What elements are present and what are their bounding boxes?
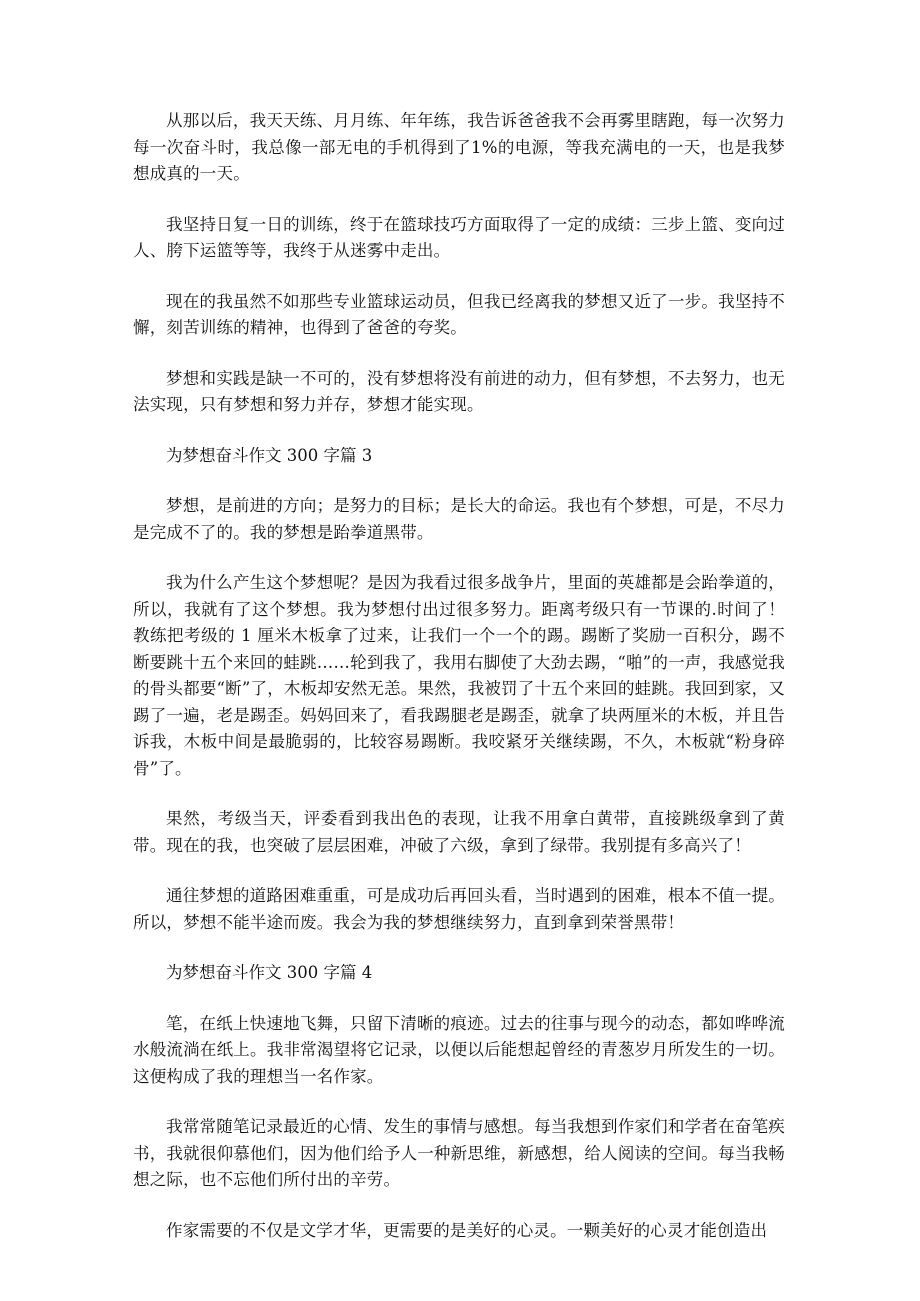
paragraph: 梦想，是前进的方向；是努力的目标；是长大的命运。我也有个梦想，可是，不尽力是完成不了的。我的梦想是跆拳道黑带。 — [133, 496, 785, 542]
paragraph: 梦想和实践是缺一不可的，没有梦想将没有前进的动力，但有梦想，不去努力，也无法实现，只有梦想和努力并存，梦想才能实现。 — [133, 368, 785, 414]
paragraph: 我常常随笔记录最近的心情、发生的事情与感想。每当我想到作家们和学者在奋笔疾书，我就很仰慕他们，因为他们给予人一种新思维，新感想，给人阅读的空间。每当我畅想之际，也不忘他们所付出的辛劳。 — [133, 1117, 785, 1189]
paragraph: 我为什么产生这个梦想呢？是因为我看过很多战争片，里面的英雄都是会跆拳道的，所以，我就有了这个梦想。我为梦想付出过很多努力。距离考级只有一节课的.时间了！教练把考级的 1 厘米木板拿了过来，让我们一个一个的踢。踢断了奖励一百积分，踢不断要跳十五个来回的蛙跳……轮到我了，我用右脚使了大劲去踢，“啪”的一声，我感觉我的骨头都要“断”了，木板却安然无恙。果然，我被罚了十五个来回的蛙跳。我回到家，又踢了一遍，老是踢歪。妈妈回来了，看我踢腿老是踢歪，就拿了块两厘米的木板，并且告诉我，木板中间是最脆弱的，比较容易踢断。我咬紧牙关继续踢，不久，木板就“粉身碎骨”了。 — [133, 573, 785, 778]
paragraph: 作家需要的不仅是文学才华，更需要的是美好的心灵。一颗美好的心灵才能创造出 — [166, 1220, 768, 1240]
paragraph: 从那以后，我天天练、月月练、年年练，我告诉爸爸我不会再雾里瞎跑，每一次努力每一次奋斗时，我总像一部无电的手机得到了1%的电源，等我充满电的一天，也是我梦想成真的一天。 — [133, 111, 785, 183]
paragraph: 我坚持日复一日的训练，终于在篮球技巧方面取得了一定的成绩：三步上篮、变向过人、胯下运篮等等，我终于从迷雾中走出。 — [133, 214, 785, 260]
document-page — [133, 108, 785, 1268]
paragraph: 通往梦想的道路困难重重，可是成功后再回头看，当时遇到的困难，根本不值一提。所以，梦想不能半途而废。我会为我的梦想继续努力，直到拿到荣誉黑带！ — [133, 886, 785, 932]
section-heading-4: 为梦想奋斗作文 300 字篇 4 — [166, 963, 373, 982]
section-heading-3: 为梦想奋斗作文 300 字篇 3 — [166, 445, 373, 465]
paragraph: 笔，在纸上快速地飞舞，只留下清晰的痕迹。过去的往事与现今的动态，都如哗哗流水般流淌在纸上。我非常渴望将它记录，以便以后能想起曾经的青葱岁月所发生的一切。这便构成了我的理想当一名作家。 — [133, 1013, 785, 1086]
paragraph: 现在的我虽然不如那些专业篮球运动员，但我已经离我的梦想又近了一步。我坚持不懈，刻苦训练的精神，也得到了爸爸的夸奖。 — [133, 291, 785, 337]
paragraph: 果然，考级当天，评委看到我出色的表现，让我不用拿白黄带，直接跳级拿到了黄带。现在的我，也突破了层层困难，冲破了六级，拿到了绿带。我别提有多高兴了！ — [133, 809, 785, 855]
